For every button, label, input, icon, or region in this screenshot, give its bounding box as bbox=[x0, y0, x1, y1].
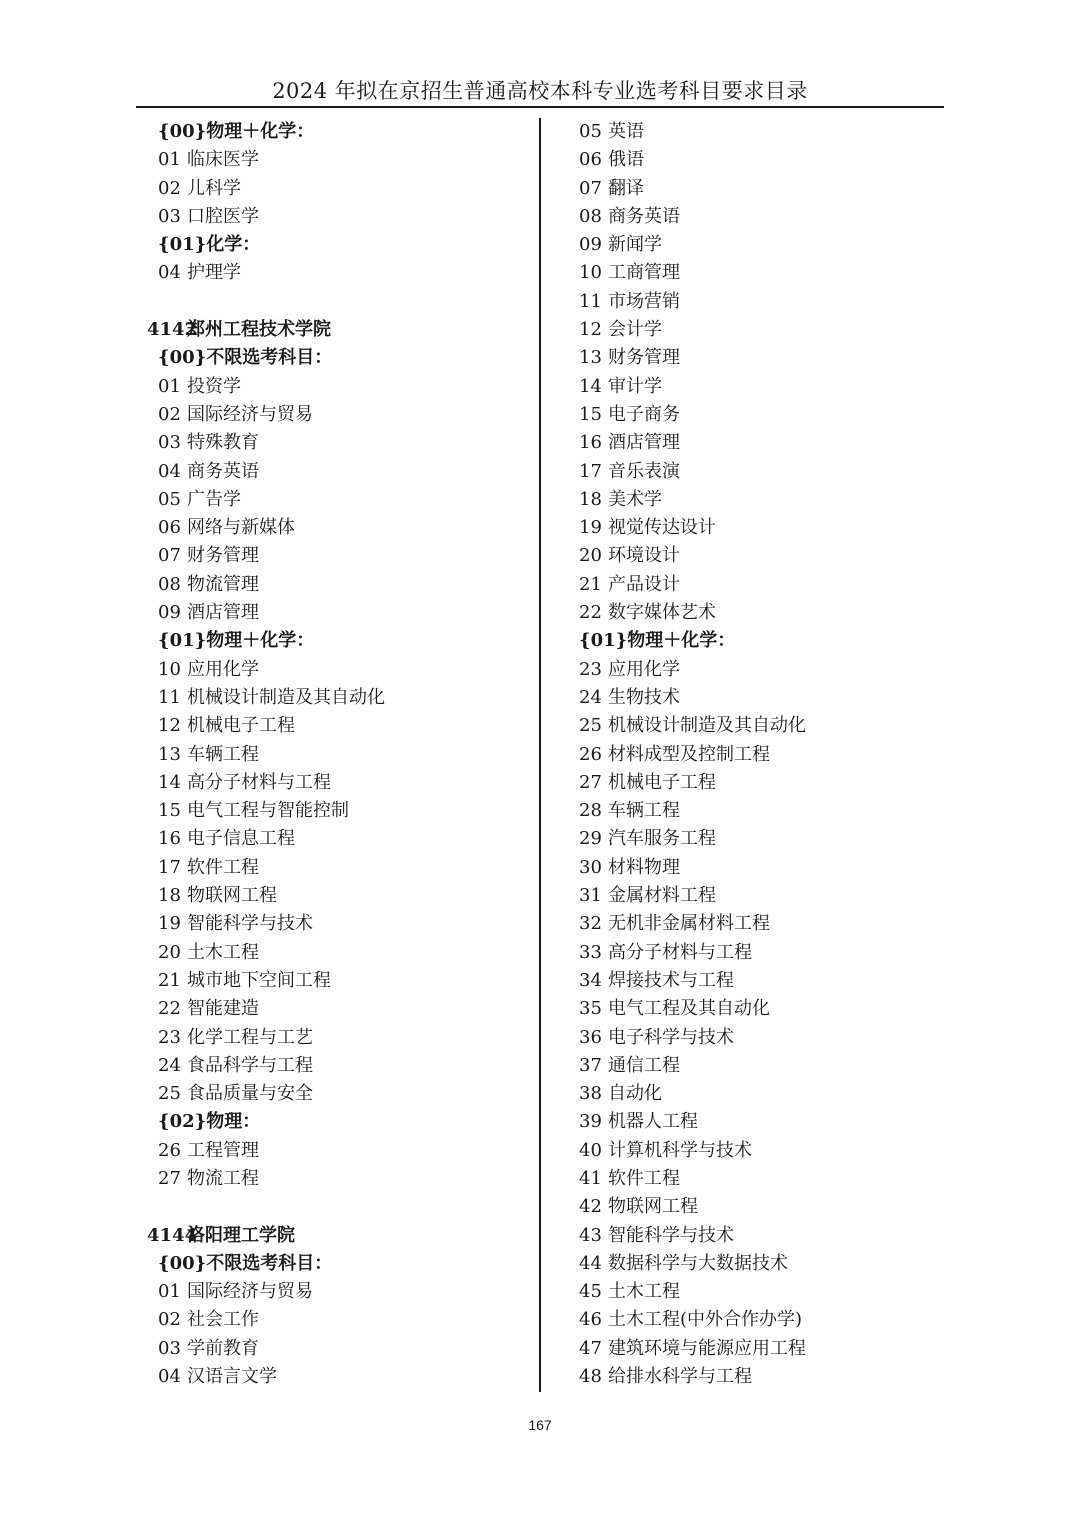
major-item bbox=[147, 1278, 527, 1306]
major-name: 车辆工程 bbox=[608, 800, 680, 822]
major-code: 36 bbox=[579, 1026, 602, 1048]
major-name: 口腔医学 bbox=[187, 205, 259, 227]
major-code: 24 bbox=[158, 1054, 181, 1076]
major-item bbox=[147, 1080, 527, 1108]
major-code: 04 bbox=[158, 262, 181, 284]
major-name: 物联网工程 bbox=[608, 1196, 698, 1218]
major-name: 工商管理 bbox=[608, 262, 680, 284]
major-code: 16 bbox=[158, 828, 181, 850]
major-code: 06 bbox=[579, 149, 602, 171]
major-name: 土木工程 bbox=[608, 1281, 680, 1303]
major-item bbox=[568, 1165, 948, 1193]
major-item bbox=[147, 542, 527, 570]
major-code: 09 bbox=[579, 234, 602, 256]
major-item bbox=[147, 825, 527, 853]
major-item bbox=[147, 373, 527, 401]
major-code: 13 bbox=[579, 347, 602, 369]
major-name: 投资学 bbox=[187, 375, 241, 397]
major-code: 27 bbox=[579, 771, 602, 793]
major-name: 食品科学与工程 bbox=[187, 1054, 313, 1076]
major-item bbox=[147, 175, 527, 203]
major-item bbox=[568, 712, 948, 740]
major-item bbox=[147, 684, 527, 712]
major-name: 电子科学与技术 bbox=[608, 1026, 734, 1048]
major-code: 43 bbox=[579, 1224, 602, 1246]
major-item bbox=[147, 203, 527, 231]
major-item bbox=[147, 854, 527, 882]
major-item bbox=[147, 1137, 527, 1165]
header-rule bbox=[136, 106, 944, 108]
major-name: 智能建造 bbox=[187, 998, 259, 1020]
major-code: 26 bbox=[158, 1139, 181, 1161]
major-code: 02 bbox=[158, 177, 181, 199]
page-number: 167 bbox=[528, 1417, 552, 1433]
major-item bbox=[568, 175, 948, 203]
major-code: 26 bbox=[579, 743, 602, 765]
major-code: 13 bbox=[158, 743, 181, 765]
major-item bbox=[568, 854, 948, 882]
subject-requirement-heading: {01}物理＋化学： bbox=[158, 630, 315, 652]
major-item bbox=[147, 995, 527, 1023]
major-name: 机器人工程 bbox=[608, 1111, 698, 1133]
subject-requirement-heading: {00}不限选考科目： bbox=[158, 1252, 333, 1274]
major-code: 32 bbox=[579, 913, 602, 935]
major-item bbox=[568, 1137, 948, 1165]
major-item bbox=[147, 882, 527, 910]
major-code: 34 bbox=[579, 969, 602, 991]
major-code: 04 bbox=[158, 1366, 181, 1388]
major-name: 视觉传达设计 bbox=[608, 517, 716, 539]
major-item bbox=[147, 486, 527, 514]
major-item bbox=[568, 1278, 948, 1306]
major-code: 10 bbox=[579, 262, 602, 284]
major-code: 03 bbox=[158, 432, 181, 454]
major-name: 英语 bbox=[608, 121, 644, 142]
major-item bbox=[568, 910, 948, 938]
major-code: 08 bbox=[158, 573, 181, 595]
major-item bbox=[147, 769, 527, 797]
major-item bbox=[147, 1306, 527, 1334]
major-name: 数字媒体艺术 bbox=[608, 602, 716, 624]
major-item bbox=[147, 1335, 527, 1363]
major-name: 市场营销 bbox=[608, 290, 680, 312]
major-name: 物流管理 bbox=[187, 573, 259, 595]
major-code: 41 bbox=[579, 1167, 602, 1189]
institution-name: 洛阳理工学院 bbox=[187, 1224, 295, 1246]
major-item bbox=[147, 712, 527, 740]
major-code: 46 bbox=[579, 1309, 602, 1331]
major-name: 机械电子工程 bbox=[608, 771, 716, 793]
spacer bbox=[147, 288, 527, 316]
major-code: 35 bbox=[579, 998, 602, 1020]
major-item bbox=[147, 967, 527, 995]
major-item bbox=[568, 967, 948, 995]
major-code: 05 bbox=[579, 121, 602, 142]
major-code: 14 bbox=[579, 375, 602, 397]
major-name: 应用化学 bbox=[187, 658, 259, 680]
major-item bbox=[147, 797, 527, 825]
major-name: 国际经济与贸易 bbox=[187, 403, 313, 425]
major-name: 智能科学与技术 bbox=[187, 913, 313, 935]
major-item bbox=[147, 514, 527, 542]
major-code: 21 bbox=[158, 969, 181, 991]
major-name: 材料物理 bbox=[608, 856, 680, 878]
major-code: 25 bbox=[579, 715, 602, 737]
subject-requirement-heading: {00}物理＋化学： bbox=[158, 121, 315, 142]
major-name: 会计学 bbox=[608, 319, 662, 341]
major-item bbox=[568, 514, 948, 542]
major-item bbox=[568, 1306, 948, 1334]
major-name: 商务英语 bbox=[608, 205, 680, 227]
major-name: 电气工程及其自动化 bbox=[608, 998, 770, 1020]
major-name: 土木工程(中外合作办学) bbox=[608, 1309, 803, 1331]
major-item bbox=[568, 118, 948, 146]
major-item bbox=[568, 373, 948, 401]
major-name: 土木工程 bbox=[187, 941, 259, 963]
spacer bbox=[147, 1193, 527, 1221]
major-item bbox=[568, 599, 948, 627]
major-code: 20 bbox=[158, 941, 181, 963]
major-name: 新闻学 bbox=[608, 234, 662, 256]
major-item bbox=[147, 741, 527, 769]
major-name: 物流工程 bbox=[187, 1167, 259, 1189]
institution-heading bbox=[147, 316, 527, 344]
major-item bbox=[568, 769, 948, 797]
major-code: 04 bbox=[158, 460, 181, 482]
major-name: 自动化 bbox=[608, 1083, 662, 1105]
major-name: 软件工程 bbox=[608, 1167, 680, 1189]
major-name: 计算机科学与技术 bbox=[608, 1139, 752, 1161]
column-divider bbox=[539, 118, 541, 1392]
left-column bbox=[147, 118, 527, 1391]
major-item bbox=[568, 458, 948, 486]
major-code: 33 bbox=[579, 941, 602, 963]
major-name: 审计学 bbox=[608, 375, 662, 397]
major-code: 15 bbox=[579, 403, 602, 425]
major-code: 22 bbox=[158, 998, 181, 1020]
major-code: 16 bbox=[579, 432, 602, 454]
major-name: 学前教育 bbox=[187, 1337, 259, 1359]
major-item bbox=[568, 1080, 948, 1108]
major-item bbox=[147, 1052, 527, 1080]
major-name: 工程管理 bbox=[187, 1139, 259, 1161]
major-name: 机械设计制造及其自动化 bbox=[187, 686, 385, 708]
major-item bbox=[568, 882, 948, 910]
major-code: 10 bbox=[158, 658, 181, 680]
major-code: 21 bbox=[579, 573, 602, 595]
major-item bbox=[568, 656, 948, 684]
subject-requirement-heading: {00}不限选考科目： bbox=[158, 347, 333, 369]
major-item bbox=[568, 1335, 948, 1363]
major-code: 40 bbox=[579, 1139, 602, 1161]
major-name: 网络与新媒体 bbox=[187, 517, 295, 539]
major-name: 美术学 bbox=[608, 488, 662, 510]
major-code: 29 bbox=[579, 828, 602, 850]
major-code: 17 bbox=[579, 460, 602, 482]
major-item bbox=[147, 1024, 527, 1052]
major-item bbox=[568, 203, 948, 231]
major-code: 47 bbox=[579, 1337, 602, 1359]
major-item bbox=[147, 401, 527, 429]
major-code: 19 bbox=[579, 517, 602, 539]
major-item bbox=[147, 1165, 527, 1193]
major-code: 01 bbox=[158, 149, 181, 171]
major-item bbox=[568, 825, 948, 853]
major-name: 机械电子工程 bbox=[187, 715, 295, 737]
major-name: 给排水科学与工程 bbox=[608, 1366, 752, 1388]
major-name: 软件工程 bbox=[187, 856, 259, 878]
right-column bbox=[568, 118, 948, 1391]
major-name: 机械设计制造及其自动化 bbox=[608, 715, 806, 737]
institution-heading bbox=[147, 1222, 527, 1250]
major-item bbox=[568, 571, 948, 599]
major-name: 财务管理 bbox=[187, 545, 259, 567]
major-code: 12 bbox=[158, 715, 181, 737]
major-name: 智能科学与技术 bbox=[608, 1224, 734, 1246]
major-name: 临床医学 bbox=[187, 149, 259, 171]
major-name: 通信工程 bbox=[608, 1054, 680, 1076]
major-item bbox=[147, 429, 527, 457]
major-code: 06 bbox=[158, 517, 181, 539]
major-name: 社会工作 bbox=[187, 1309, 259, 1331]
major-item bbox=[568, 1363, 948, 1391]
major-code: 07 bbox=[158, 545, 181, 567]
major-name: 应用化学 bbox=[608, 658, 680, 680]
subject-requirement-heading: {01}化学： bbox=[158, 234, 261, 256]
major-code: 27 bbox=[158, 1167, 181, 1189]
major-name: 电子商务 bbox=[608, 403, 680, 425]
major-item bbox=[147, 599, 527, 627]
major-name: 金属材料工程 bbox=[608, 885, 716, 907]
major-code: 44 bbox=[579, 1252, 602, 1274]
page-title: 2024 年拟在京招生普通高校本科专业选考科目要求目录 bbox=[272, 79, 808, 103]
major-name: 建筑环境与能源应用工程 bbox=[608, 1337, 806, 1359]
institution-code: 4142 bbox=[147, 319, 198, 341]
major-code: 22 bbox=[579, 602, 602, 624]
major-item bbox=[568, 401, 948, 429]
major-name: 财务管理 bbox=[608, 347, 680, 369]
major-code: 01 bbox=[158, 375, 181, 397]
major-code: 12 bbox=[579, 319, 602, 341]
major-name: 酒店管理 bbox=[187, 602, 259, 624]
major-name: 车辆工程 bbox=[187, 743, 259, 765]
major-code: 23 bbox=[158, 1026, 181, 1048]
major-item bbox=[147, 910, 527, 938]
major-name: 生物技术 bbox=[608, 686, 680, 708]
major-code: 03 bbox=[158, 205, 181, 227]
major-code: 11 bbox=[158, 686, 181, 708]
major-code: 05 bbox=[158, 488, 181, 510]
major-code: 18 bbox=[579, 488, 602, 510]
subject-requirement-heading: {02}物理： bbox=[158, 1111, 261, 1133]
major-code: 19 bbox=[158, 913, 181, 935]
major-item bbox=[568, 146, 948, 174]
major-name: 翻译 bbox=[608, 177, 644, 199]
major-item bbox=[568, 1052, 948, 1080]
major-code: 18 bbox=[158, 885, 181, 907]
major-code: 15 bbox=[158, 800, 181, 822]
major-name: 俄语 bbox=[608, 149, 644, 171]
major-item bbox=[568, 939, 948, 967]
major-item bbox=[568, 797, 948, 825]
major-code: 23 bbox=[579, 658, 602, 680]
major-name: 商务英语 bbox=[187, 460, 259, 482]
major-code: 48 bbox=[579, 1366, 602, 1388]
institution-code: 4144 bbox=[147, 1224, 198, 1246]
major-code: 30 bbox=[579, 856, 602, 878]
major-name: 焊接技术与工程 bbox=[608, 969, 734, 991]
major-item bbox=[568, 259, 948, 287]
major-name: 酒店管理 bbox=[608, 432, 680, 454]
major-name: 护理学 bbox=[187, 262, 241, 284]
major-code: 42 bbox=[579, 1196, 602, 1218]
major-item bbox=[147, 571, 527, 599]
major-code: 28 bbox=[579, 800, 602, 822]
major-code: 01 bbox=[158, 1281, 181, 1303]
major-item bbox=[147, 939, 527, 967]
major-item bbox=[568, 1024, 948, 1052]
major-name: 城市地下空间工程 bbox=[187, 969, 331, 991]
major-code: 31 bbox=[579, 885, 602, 907]
major-code: 07 bbox=[579, 177, 602, 199]
major-name: 音乐表演 bbox=[608, 460, 680, 482]
major-code: 02 bbox=[158, 1309, 181, 1331]
major-name: 数据科学与大数据技术 bbox=[608, 1252, 788, 1274]
major-item bbox=[568, 995, 948, 1023]
major-name: 国际经济与贸易 bbox=[187, 1281, 313, 1303]
major-name: 汽车服务工程 bbox=[608, 828, 716, 850]
major-item bbox=[568, 486, 948, 514]
major-item bbox=[568, 1250, 948, 1278]
major-item bbox=[568, 288, 948, 316]
major-item bbox=[568, 1193, 948, 1221]
major-code: 14 bbox=[158, 771, 181, 793]
major-code: 20 bbox=[579, 545, 602, 567]
major-name: 环境设计 bbox=[608, 545, 680, 567]
major-name: 食品质量与安全 bbox=[187, 1083, 313, 1105]
major-code: 25 bbox=[158, 1083, 181, 1105]
major-item bbox=[568, 684, 948, 712]
major-code: 02 bbox=[158, 403, 181, 425]
major-code: 17 bbox=[158, 856, 181, 878]
major-code: 45 bbox=[579, 1281, 602, 1303]
institution-name: 郑州工程技术学院 bbox=[187, 319, 331, 341]
major-item bbox=[147, 146, 527, 174]
major-code: 39 bbox=[579, 1111, 602, 1133]
major-item bbox=[568, 344, 948, 372]
major-item bbox=[568, 741, 948, 769]
major-item bbox=[147, 458, 527, 486]
major-item bbox=[568, 231, 948, 259]
major-item bbox=[147, 259, 527, 287]
major-item bbox=[147, 1363, 527, 1391]
major-item bbox=[568, 1108, 948, 1136]
major-item bbox=[568, 429, 948, 457]
major-name: 化学工程与工艺 bbox=[187, 1026, 313, 1048]
major-code: 03 bbox=[158, 1337, 181, 1359]
major-item bbox=[568, 1222, 948, 1250]
major-code: 38 bbox=[579, 1083, 602, 1105]
major-name: 电子信息工程 bbox=[187, 828, 295, 850]
major-name: 高分子材料与工程 bbox=[608, 941, 752, 963]
major-code: 24 bbox=[579, 686, 602, 708]
major-name: 汉语言文学 bbox=[187, 1366, 277, 1388]
subject-requirement-heading: {01}物理＋化学： bbox=[579, 630, 736, 652]
major-name: 材料成型及控制工程 bbox=[608, 743, 770, 765]
major-name: 特殊教育 bbox=[187, 432, 259, 454]
major-code: 09 bbox=[158, 602, 181, 624]
major-name: 电气工程与智能控制 bbox=[187, 800, 349, 822]
major-name: 产品设计 bbox=[608, 573, 680, 595]
major-name: 高分子材料与工程 bbox=[187, 771, 331, 793]
major-name: 广告学 bbox=[187, 488, 241, 510]
major-item bbox=[147, 656, 527, 684]
major-name: 物联网工程 bbox=[187, 885, 277, 907]
major-name: 无机非金属材料工程 bbox=[608, 913, 770, 935]
major-code: 37 bbox=[579, 1054, 602, 1076]
major-item bbox=[568, 542, 948, 570]
major-code: 11 bbox=[579, 290, 602, 312]
major-code: 08 bbox=[579, 205, 602, 227]
major-name: 儿科学 bbox=[187, 177, 241, 199]
major-item bbox=[568, 316, 948, 344]
